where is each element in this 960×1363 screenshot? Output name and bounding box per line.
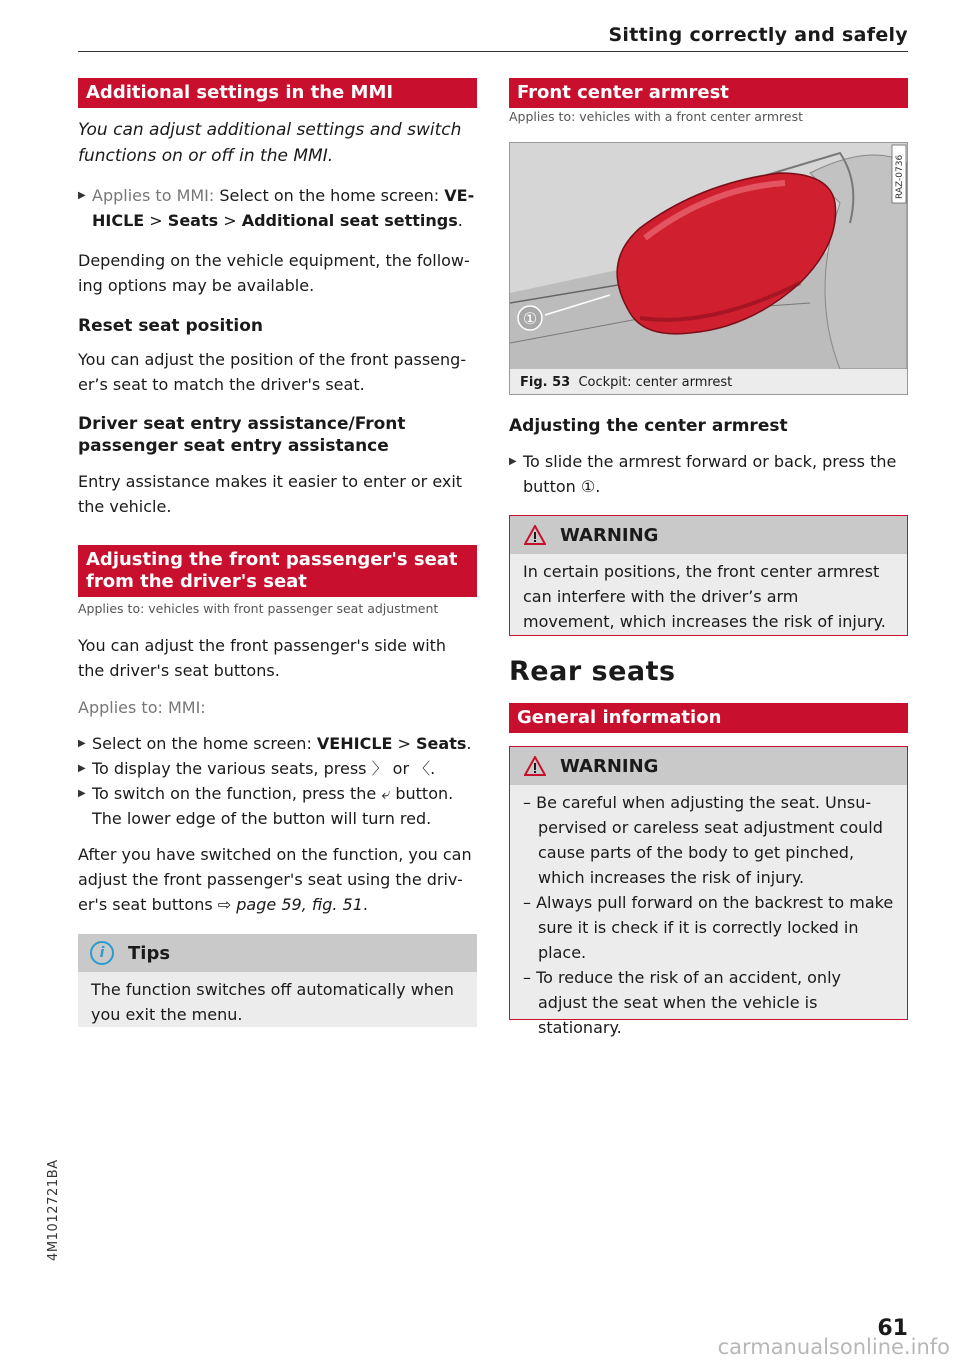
tips-title: Tips bbox=[128, 942, 171, 964]
mmi-step-text: Select on the home screen: bbox=[214, 186, 445, 205]
reset-text: You can adjust the position of the front passeng-er’s seat to match the driver's seat. bbox=[78, 350, 467, 394]
warning-item: – Be careful when adjusting the seat. Unsu-pervised or careless seat adjustment could cause parts of the body to get pinched, which increases the risk of injury. bbox=[523, 793, 883, 887]
mmi-path-sep2: > bbox=[218, 211, 242, 230]
warning-item-text: Always pull forward on the backrest to make sure it is check if it is correctly locked in place. bbox=[536, 893, 894, 962]
adj-applies-mmi: Applies to: MMI: bbox=[78, 698, 206, 717]
figure-code: RAZ-0736 bbox=[895, 154, 905, 199]
tips-box bbox=[78, 934, 477, 1027]
mmi-path-vehicle: VE-HICLE bbox=[92, 186, 475, 230]
figure-caption-text: Cockpit: center armrest bbox=[578, 375, 733, 390]
warning-text: In certain positions, the front center armrest can interfere with the driver’s arm movement, which increases the risk of injury. bbox=[523, 562, 886, 631]
adj-applies: Applies to: vehicles with front passenger seat adjustment bbox=[78, 601, 439, 616]
figure-caption bbox=[510, 369, 907, 397]
warning-item: – Always pull forward on the backrest to make sure it is check if it is correctly locked in place. bbox=[523, 893, 894, 962]
adj-step-1-sep: > bbox=[392, 734, 417, 753]
mmi-path-end: . bbox=[457, 211, 463, 230]
figure-53 bbox=[509, 142, 908, 395]
equipment-note: Depending on the vehicle equipment, the follow-ing options may be available. bbox=[78, 251, 470, 295]
info-icon: i bbox=[90, 941, 114, 965]
warning-header bbox=[510, 747, 907, 785]
adj-step-1-text: Select on the home screen: bbox=[92, 734, 317, 753]
warning-list bbox=[510, 785, 907, 1044]
adjust-armrest-step: ▶ To slide the armrest forward or back, press the button ①. bbox=[509, 449, 908, 499]
warning-item-text: To reduce the risk of an accident, only adjust the seat when the vehicle is stationary. bbox=[536, 968, 841, 1037]
adj-intro: You can adjust the front passenger's side with the driver's seat buttons. bbox=[78, 636, 447, 680]
warning-triangle-icon bbox=[524, 525, 546, 545]
adj-step-1 bbox=[78, 731, 477, 756]
adj-step-1-end: . bbox=[466, 734, 472, 753]
mmi-step-prefix: Applies to MMI: bbox=[92, 186, 215, 205]
adj-section-heading: Adjusting the front passenger's seat from the driver's seat bbox=[78, 545, 477, 597]
entry-text: Entry assistance makes it easier to enter or exit the vehicle. bbox=[78, 472, 463, 516]
warning-title: WARNING bbox=[560, 755, 659, 777]
page-reference-link[interactable]: ⇨ page 59, fig. 51 bbox=[217, 895, 363, 914]
mmi-path-sep1: > bbox=[144, 211, 168, 230]
mmi-section-heading: Additional settings in the MMI bbox=[78, 78, 477, 108]
watermark: carmanualsonline.info bbox=[717, 1335, 950, 1359]
rear-seats-heading: Rear seats bbox=[509, 656, 676, 687]
warning-title: WARNING bbox=[560, 524, 659, 546]
armrest-drawing bbox=[510, 143, 907, 369]
header-rule bbox=[78, 51, 908, 52]
tips-header bbox=[78, 934, 477, 972]
figure-label: Fig. 53 bbox=[520, 375, 571, 390]
mmi-path-additional: Additional seat settings bbox=[241, 211, 458, 230]
armrest-illustration bbox=[510, 143, 907, 369]
adj-after bbox=[78, 842, 477, 917]
armrest-applies: Applies to: vehicles with a front center armrest bbox=[509, 109, 804, 124]
warning-item-text: Be careful when adjusting the seat. Unsu-pervised or careless seat adjustment could cause parts of the body to get pinched, which increases the risk of injury. bbox=[536, 793, 883, 887]
mmi-intro: You can adjust additional settings and switch functions on or off in the MMI. bbox=[78, 120, 462, 166]
entry-heading: Driver seat entry assistance/Front passenger seat entry assistance bbox=[78, 414, 406, 456]
running-header: Sitting correctly and safely bbox=[608, 24, 908, 46]
general-info-heading: General information bbox=[509, 703, 908, 733]
document-code: 4M1012721BA bbox=[46, 1159, 61, 1261]
mmi-step bbox=[78, 183, 477, 233]
warning-box-rear-seats bbox=[509, 746, 908, 1037]
tips-text: The function switches off automatically when you exit the menu. bbox=[91, 980, 454, 1024]
adj-step-3: ▶ To switch on the function, press the ⤶ button. The lower edge of the button will turn red. bbox=[78, 781, 477, 831]
mmi-path-seats: Seats bbox=[167, 211, 219, 230]
warning-item: – To reduce the risk of an accident, only adjust the seat when the vehicle is stationary. bbox=[523, 968, 841, 1037]
adj-step-1-vehicle: VEHICLE bbox=[316, 734, 393, 753]
reset-heading: Reset seat position bbox=[78, 316, 264, 336]
adj-step-1-seats: Seats bbox=[416, 734, 467, 753]
warning-box-armrest bbox=[509, 515, 908, 636]
page-number: 61 bbox=[877, 1316, 908, 1341]
adj-after-end: . bbox=[362, 895, 368, 914]
warning-header bbox=[510, 516, 907, 554]
adj-after-text: After you have switched on the function, you can adjust the front passenger's seat using the driv-er's seat buttons bbox=[78, 845, 472, 914]
adjust-armrest-heading: Adjusting the center armrest bbox=[509, 416, 788, 436]
adj-step-2: ▶ To display the various seats, press 〉 or 〈. bbox=[78, 756, 477, 781]
figure-callout: ① bbox=[522, 309, 538, 328]
armrest-section-heading: Front center armrest bbox=[509, 78, 908, 108]
warning-triangle-icon bbox=[524, 756, 546, 776]
